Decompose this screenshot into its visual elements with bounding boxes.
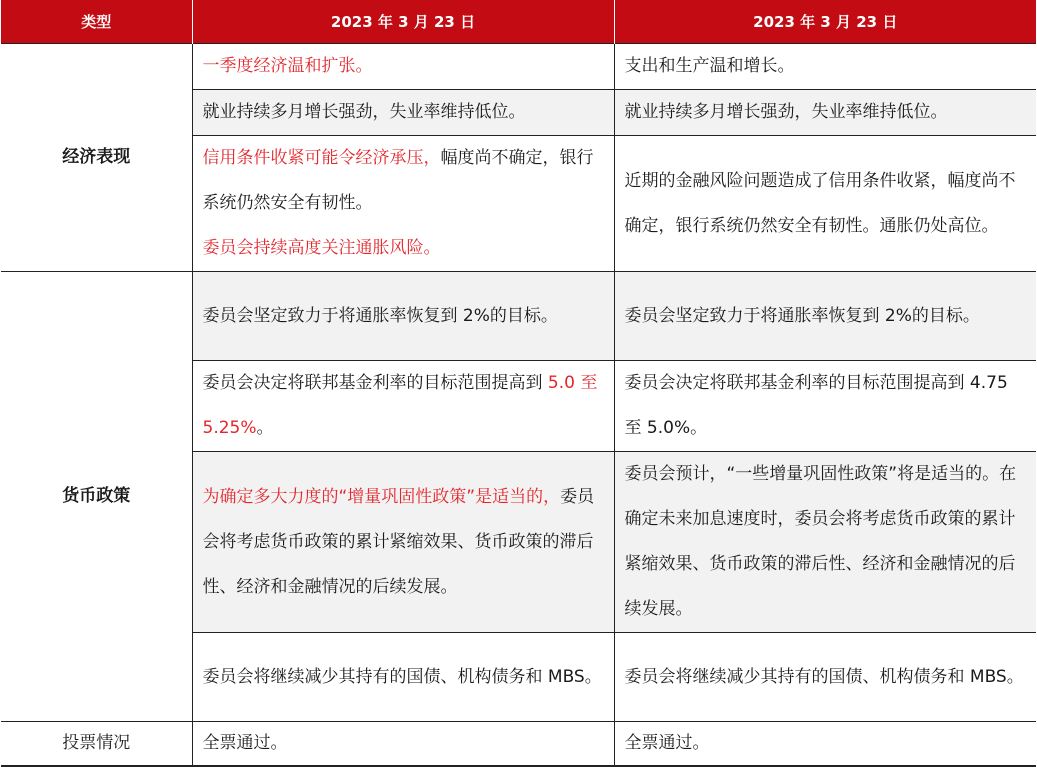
fomc-comparison-table (1, 0, 1036, 767)
category-economy: 经济表现 (1, 44, 192, 272)
body-text: 委员会决定将联邦基金利率的目标范围提高到 (202, 373, 548, 393)
highlight-text: 为确定多大力度的“增量巩固性政策”是适当的， (202, 486, 561, 507)
highlight-text: 5.0 至 5.25% (202, 373, 598, 438)
table-header-row (1, 0, 1036, 44)
table-row (1, 44, 1036, 90)
category-monetary-policy: 货币政策 (1, 272, 192, 722)
cell-previous: 支出和生产温和增长。 (614, 44, 1036, 90)
highlight-text: 一季度经济温和扩张。 (202, 56, 373, 76)
body-text: 。 (256, 418, 274, 438)
cell-current (192, 452, 614, 633)
header-type: 类型 (1, 0, 192, 44)
table-row (1, 722, 1036, 767)
table-row (1, 272, 1036, 361)
highlight-text: 委员会持续高度关注通胀风险。 (202, 238, 441, 258)
category-vote: 投票情况 (1, 722, 192, 767)
cell-previous: 委员会坚定致力于将通胀率恢复到 2%的目标。 (614, 272, 1036, 361)
cell-previous: 委员会将继续减少其持有的国债、机构债务和 MBS。 (614, 633, 1036, 722)
cell-current (192, 44, 614, 90)
cell-previous: 近期的金融风险问题造成了信用条件收紧，幅度尚不确定，银行系统仍然安全有韧性。通胀仍处高位。 (614, 136, 1036, 272)
cell-current: 委员会坚定致力于将通胀率恢复到 2%的目标。 (192, 272, 614, 361)
cell-current: 委员会将继续减少其持有的国债、机构债务和 MBS。 (192, 633, 614, 722)
header-date-current: 2023 年 3 月 23 日 (192, 0, 614, 44)
header-date-previous: 2023 年 3 月 23 日 (614, 0, 1036, 44)
cell-previous: 委员会预计，“一些增量巩固性政策”将是适当的。在确定未来加息速度时，委员会将考虑货币政策的累计紧缩效果、货币政策的滞后性、经济和金融情况的后续发展。 (614, 452, 1036, 633)
cell-current: 全票通过。 (192, 722, 614, 767)
cell-current (192, 361, 614, 452)
cell-current: 就业持续多月增长强劲，失业率维持低位。 (192, 90, 614, 136)
highlight-text: 信用条件收紧可能令经济承压， (202, 148, 441, 168)
body-text: 幅度尚不确定，银行系统仍然安全有韧性。 (202, 148, 594, 213)
cell-previous: 全票通过。 (614, 722, 1036, 767)
cell-previous: 就业持续多月增长强劲，失业率维持低位。 (614, 90, 1036, 136)
cell-current (192, 136, 614, 272)
cell-previous: 委员会决定将联邦基金利率的目标范围提高到 4.75 至 5.0%。 (614, 361, 1036, 452)
body-text: 委员会将考虑货币政策的累计紧缩效果、货币政策的滞后性、经济和金融情况的后续发展。 (202, 486, 595, 597)
